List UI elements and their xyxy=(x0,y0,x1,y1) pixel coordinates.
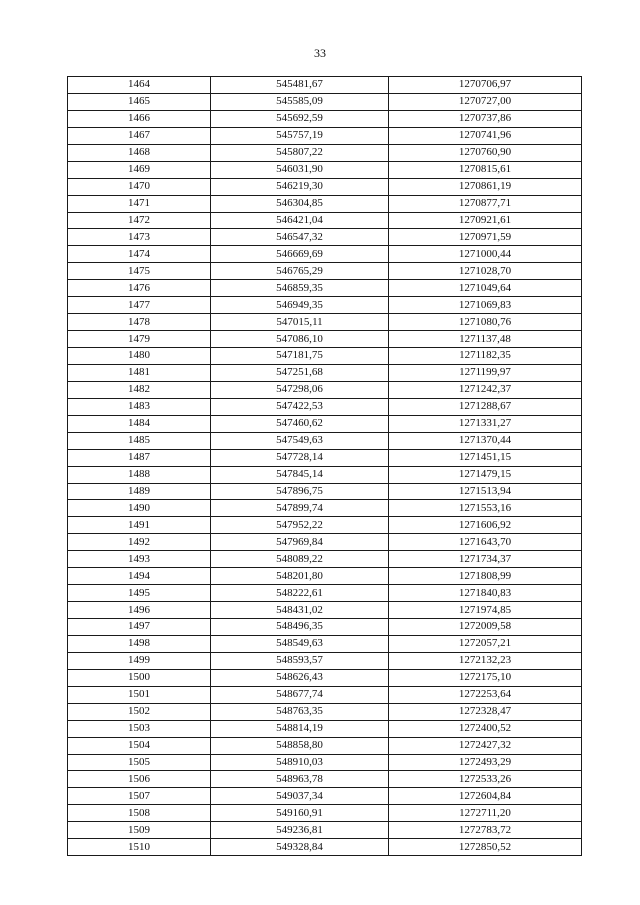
table-row xyxy=(68,669,582,686)
x-coordinate-cell: 546859,35 xyxy=(211,280,389,297)
point-number-cell: 1469 xyxy=(68,161,211,178)
x-coordinate-cell: 547952,22 xyxy=(211,517,389,534)
x-coordinate-cell: 546765,29 xyxy=(211,263,389,280)
x-coordinate-cell: 547422,53 xyxy=(211,398,389,415)
y-coordinate-cell: 1270921,61 xyxy=(389,212,582,229)
point-number-cell: 1471 xyxy=(68,195,211,212)
x-coordinate-cell: 546031,90 xyxy=(211,161,389,178)
point-number-cell: 1472 xyxy=(68,212,211,229)
coordinates-table-body xyxy=(68,77,582,856)
point-number-cell: 1500 xyxy=(68,669,211,686)
point-number-cell: 1484 xyxy=(68,415,211,432)
table-row xyxy=(68,619,582,636)
point-number-cell: 1470 xyxy=(68,178,211,195)
y-coordinate-cell: 1272493,29 xyxy=(389,754,582,771)
table-row xyxy=(68,703,582,720)
x-coordinate-cell: 546219,30 xyxy=(211,178,389,195)
point-number-cell: 1494 xyxy=(68,568,211,585)
x-coordinate-cell: 548814,19 xyxy=(211,720,389,737)
table-row xyxy=(68,534,582,551)
point-number-cell: 1489 xyxy=(68,483,211,500)
point-number-cell: 1483 xyxy=(68,398,211,415)
y-coordinate-cell: 1272253,64 xyxy=(389,686,582,703)
point-number-cell: 1509 xyxy=(68,822,211,839)
y-coordinate-cell: 1271331,27 xyxy=(389,415,582,432)
table-row xyxy=(68,686,582,703)
x-coordinate-cell: 547845,14 xyxy=(211,466,389,483)
y-coordinate-cell: 1272783,72 xyxy=(389,822,582,839)
x-coordinate-cell: 548593,57 xyxy=(211,652,389,669)
y-coordinate-cell: 1272850,52 xyxy=(389,839,582,856)
y-coordinate-cell: 1270727,00 xyxy=(389,93,582,110)
point-number-cell: 1508 xyxy=(68,805,211,822)
x-coordinate-cell: 548089,22 xyxy=(211,551,389,568)
table-row xyxy=(68,195,582,212)
point-number-cell: 1467 xyxy=(68,127,211,144)
y-coordinate-cell: 1271479,15 xyxy=(389,466,582,483)
table-row xyxy=(68,432,582,449)
table-row xyxy=(68,449,582,466)
point-number-cell: 1498 xyxy=(68,635,211,652)
y-coordinate-cell: 1270741,96 xyxy=(389,127,582,144)
table-row xyxy=(68,280,582,297)
table-row xyxy=(68,314,582,331)
y-coordinate-cell: 1272533,26 xyxy=(389,771,582,788)
table-row xyxy=(68,212,582,229)
point-number-cell: 1493 xyxy=(68,551,211,568)
x-coordinate-cell: 548910,03 xyxy=(211,754,389,771)
point-number-cell: 1505 xyxy=(68,754,211,771)
x-coordinate-cell: 548549,63 xyxy=(211,635,389,652)
table-row xyxy=(68,737,582,754)
y-coordinate-cell: 1272604,84 xyxy=(389,788,582,805)
point-number-cell: 1503 xyxy=(68,720,211,737)
point-number-cell: 1480 xyxy=(68,348,211,365)
point-number-cell: 1481 xyxy=(68,364,211,381)
table-row xyxy=(68,415,582,432)
coordinates-table xyxy=(67,76,582,856)
y-coordinate-cell: 1270737,86 xyxy=(389,110,582,127)
point-number-cell: 1504 xyxy=(68,737,211,754)
x-coordinate-cell: 547251,68 xyxy=(211,364,389,381)
y-coordinate-cell: 1271199,97 xyxy=(389,364,582,381)
x-coordinate-cell: 546669,69 xyxy=(211,246,389,263)
table-row xyxy=(68,822,582,839)
y-coordinate-cell: 1272175,10 xyxy=(389,669,582,686)
table-row xyxy=(68,110,582,127)
point-number-cell: 1491 xyxy=(68,517,211,534)
y-coordinate-cell: 1271513,94 xyxy=(389,483,582,500)
x-coordinate-cell: 545692,59 xyxy=(211,110,389,127)
table-row xyxy=(68,805,582,822)
x-coordinate-cell: 546547,32 xyxy=(211,229,389,246)
table-row xyxy=(68,839,582,856)
y-coordinate-cell: 1271606,92 xyxy=(389,517,582,534)
point-number-cell: 1487 xyxy=(68,449,211,466)
x-coordinate-cell: 547181,75 xyxy=(211,348,389,365)
y-coordinate-cell: 1271974,85 xyxy=(389,602,582,619)
table-row xyxy=(68,551,582,568)
point-number-cell: 1501 xyxy=(68,686,211,703)
x-coordinate-cell: 548431,02 xyxy=(211,602,389,619)
y-coordinate-cell: 1271553,16 xyxy=(389,500,582,517)
x-coordinate-cell: 548201,80 xyxy=(211,568,389,585)
table-row xyxy=(68,754,582,771)
point-number-cell: 1465 xyxy=(68,93,211,110)
table-row xyxy=(68,297,582,314)
table-row xyxy=(68,517,582,534)
x-coordinate-cell: 549160,91 xyxy=(211,805,389,822)
y-coordinate-cell: 1270861,19 xyxy=(389,178,582,195)
point-number-cell: 1482 xyxy=(68,381,211,398)
y-coordinate-cell: 1270971,59 xyxy=(389,229,582,246)
x-coordinate-cell: 548677,74 xyxy=(211,686,389,703)
table-row xyxy=(68,348,582,365)
x-coordinate-cell: 548496,35 xyxy=(211,619,389,636)
y-coordinate-cell: 1271734,37 xyxy=(389,551,582,568)
x-coordinate-cell: 546949,35 xyxy=(211,297,389,314)
y-coordinate-cell: 1271451,15 xyxy=(389,449,582,466)
x-coordinate-cell: 547969,84 xyxy=(211,534,389,551)
table-row xyxy=(68,466,582,483)
x-coordinate-cell: 547086,10 xyxy=(211,331,389,348)
point-number-cell: 1496 xyxy=(68,602,211,619)
table-row xyxy=(68,93,582,110)
y-coordinate-cell: 1271182,35 xyxy=(389,348,582,365)
point-number-cell: 1473 xyxy=(68,229,211,246)
y-coordinate-cell: 1272711,20 xyxy=(389,805,582,822)
table-row xyxy=(68,161,582,178)
table-row xyxy=(68,144,582,161)
point-number-cell: 1475 xyxy=(68,263,211,280)
y-coordinate-cell: 1271643,70 xyxy=(389,534,582,551)
y-coordinate-cell: 1271137,48 xyxy=(389,331,582,348)
table-row xyxy=(68,771,582,788)
table-row xyxy=(68,263,582,280)
table-row xyxy=(68,500,582,517)
x-coordinate-cell: 547298,06 xyxy=(211,381,389,398)
point-number-cell: 1468 xyxy=(68,144,211,161)
x-coordinate-cell: 547728,14 xyxy=(211,449,389,466)
y-coordinate-cell: 1271242,37 xyxy=(389,381,582,398)
x-coordinate-cell: 549037,34 xyxy=(211,788,389,805)
point-number-cell: 1506 xyxy=(68,771,211,788)
table-row xyxy=(68,381,582,398)
table-row xyxy=(68,229,582,246)
point-number-cell: 1477 xyxy=(68,297,211,314)
point-number-cell: 1476 xyxy=(68,280,211,297)
y-coordinate-cell: 1271028,70 xyxy=(389,263,582,280)
x-coordinate-cell: 548222,61 xyxy=(211,585,389,602)
y-coordinate-cell: 1271049,64 xyxy=(389,280,582,297)
point-number-cell: 1490 xyxy=(68,500,211,517)
x-coordinate-cell: 547896,75 xyxy=(211,483,389,500)
table-row xyxy=(68,652,582,669)
y-coordinate-cell: 1272427,32 xyxy=(389,737,582,754)
table-row xyxy=(68,398,582,415)
point-number-cell: 1478 xyxy=(68,314,211,331)
point-number-cell: 1474 xyxy=(68,246,211,263)
x-coordinate-cell: 547899,74 xyxy=(211,500,389,517)
y-coordinate-cell: 1271069,83 xyxy=(389,297,582,314)
y-coordinate-cell: 1272400,52 xyxy=(389,720,582,737)
x-coordinate-cell: 548963,78 xyxy=(211,771,389,788)
table-row xyxy=(68,720,582,737)
y-coordinate-cell: 1271000,44 xyxy=(389,246,582,263)
table-row xyxy=(68,483,582,500)
point-number-cell: 1507 xyxy=(68,788,211,805)
x-coordinate-cell: 547549,63 xyxy=(211,432,389,449)
point-number-cell: 1466 xyxy=(68,110,211,127)
x-coordinate-cell: 548626,43 xyxy=(211,669,389,686)
x-coordinate-cell: 547460,62 xyxy=(211,415,389,432)
table-row xyxy=(68,585,582,602)
x-coordinate-cell: 545807,22 xyxy=(211,144,389,161)
point-number-cell: 1492 xyxy=(68,534,211,551)
y-coordinate-cell: 1271840,83 xyxy=(389,585,582,602)
x-coordinate-cell: 545585,09 xyxy=(211,93,389,110)
page-number: 33 xyxy=(314,46,326,60)
point-number-cell: 1488 xyxy=(68,466,211,483)
table-row xyxy=(68,178,582,195)
point-number-cell: 1510 xyxy=(68,839,211,856)
x-coordinate-cell: 549328,84 xyxy=(211,839,389,856)
y-coordinate-cell: 1271080,76 xyxy=(389,314,582,331)
y-coordinate-cell: 1271288,67 xyxy=(389,398,582,415)
x-coordinate-cell: 547015,11 xyxy=(211,314,389,331)
x-coordinate-cell: 545757,19 xyxy=(211,127,389,144)
point-number-cell: 1499 xyxy=(68,652,211,669)
point-number-cell: 1497 xyxy=(68,619,211,636)
y-coordinate-cell: 1270815,61 xyxy=(389,161,582,178)
y-coordinate-cell: 1271370,44 xyxy=(389,432,582,449)
table-row xyxy=(68,331,582,348)
x-coordinate-cell: 546304,85 xyxy=(211,195,389,212)
point-number-cell: 1495 xyxy=(68,585,211,602)
y-coordinate-cell: 1271808,99 xyxy=(389,568,582,585)
point-number-cell: 1479 xyxy=(68,331,211,348)
point-number-cell: 1485 xyxy=(68,432,211,449)
point-number-cell: 1464 xyxy=(68,77,211,94)
x-coordinate-cell: 548763,35 xyxy=(211,703,389,720)
y-coordinate-cell: 1272009,58 xyxy=(389,619,582,636)
y-coordinate-cell: 1272132,23 xyxy=(389,652,582,669)
table-row xyxy=(68,246,582,263)
table-row xyxy=(68,788,582,805)
y-coordinate-cell: 1272328,47 xyxy=(389,703,582,720)
y-coordinate-cell: 1270877,71 xyxy=(389,195,582,212)
table-row xyxy=(68,568,582,585)
table-row xyxy=(68,602,582,619)
table-row xyxy=(68,127,582,144)
x-coordinate-cell: 546421,04 xyxy=(211,212,389,229)
table-row xyxy=(68,77,582,94)
x-coordinate-cell: 548858,80 xyxy=(211,737,389,754)
y-coordinate-cell: 1270760,90 xyxy=(389,144,582,161)
table-row xyxy=(68,364,582,381)
table-row xyxy=(68,635,582,652)
point-number-cell: 1502 xyxy=(68,703,211,720)
x-coordinate-cell: 545481,67 xyxy=(211,77,389,94)
x-coordinate-cell: 549236,81 xyxy=(211,822,389,839)
y-coordinate-cell: 1272057,21 xyxy=(389,635,582,652)
y-coordinate-cell: 1270706,97 xyxy=(389,77,582,94)
